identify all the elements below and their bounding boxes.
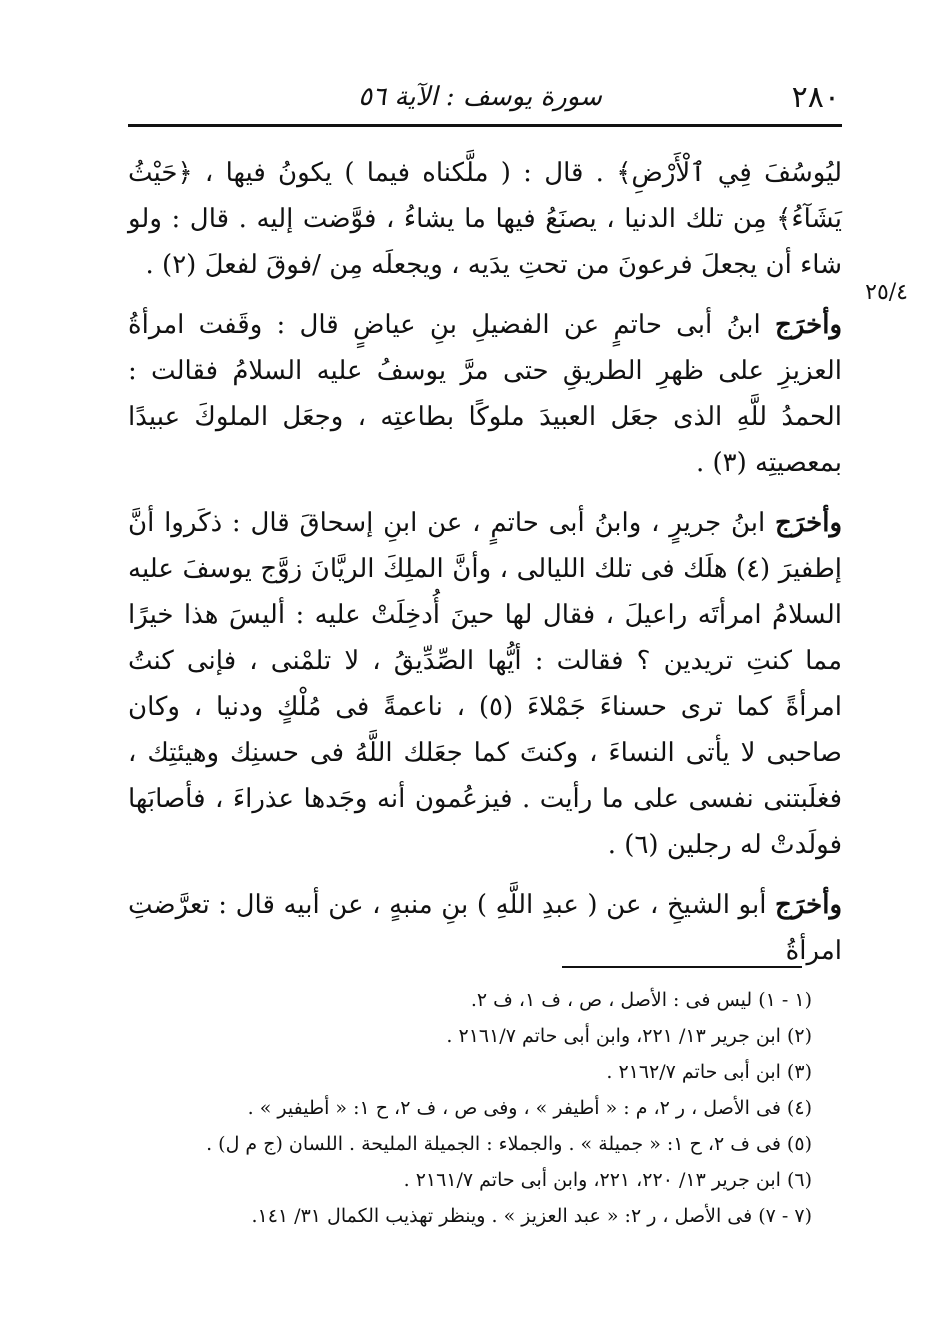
main-text [128,150,842,988]
running-head: سورة يوسف : الآية ٥٦ [358,82,602,112]
footnote-rule [562,966,802,968]
footnote-6: (٦) ابن جرير ١٣/ ٢٢٠، ٢٢١، وابن أبى حاتم ٢١٦١/٧ . [403,1169,812,1191]
paragraph-4-text: أبو الشيخِ ، عن ( عبدِ اللَّهِ ) بنِ منبهٍ ، عن أبيه قال : تعرَّضتِ امرأةُ [128,890,842,966]
footnote-1: (١ - ١) ليس فى : الأصل ، ص ، ف ١، ف ٢. [470,989,812,1011]
paragraph-1 [128,150,842,288]
page-number: ٢٨٠ [791,80,840,115]
paragraph-2 [128,302,842,486]
paragraph-2-text: ابنُ أبى حاتمٍ عن الفضيلِ بنِ عياضٍ قال : وقَفت امرأةُ العزيزِ على ظهرِ الطريقِ حتى مرَّ يوسفُ عليه السلامُ فقالت : الحمدُ للَّهِ الذى جعَل العبيدَ ملوكًا بطاعتِه ، وجعَل الملوكَ عبيدًا بمعصيتِه (٣) . [128,310,842,478]
footnote-5: (٥) فى ف ٢، ح ١: « جميلة » . والجملاء : الجميلة المليحة . اللسان (ج م ل) . [206,1133,812,1155]
margin-reference: ٢٥/٤ [865,280,908,305]
paragraph-3-text: ابنُ جريرٍ ، وابنُ أبى حاتمٍ ، عن ابنِ إسحاقَ قال : ذكَروا أنَّ إطفيرَ (٤) هلَك فى تلك الليالى ، وأنَّ الملِكَ الريَّانَ زوَّج يوسفَ عليه السلامُ امرأتَه راعيلَ ، فقال لها حينَ أُدخِلَتْ عليه : أليسَ هذا خيرًا مما كنتِ تريدين ؟ فقالت : أيُّها الصِّدِّيقُ ، لا تلمْنى ، فإنى كنتُ امرأةً كما ترى حسناءَ جَمْلاءَ (٥) ، ناعمةً فى مُلْكٍ ودنيا ، وكان صاحبى لا يأتى النساءَ ، وكنتَ كما جعَلك اللَّهُ فى حسنِك وهيئتِك ، فغلَبتنى نفسى على ما رأيت . فيزعُمون أنه وجَدها عذراءَ ، فأصابَها فولَدتْ له رجلين (٦) . [128,508,842,860]
paragraph-4 [128,882,842,974]
paragraph-2-lead: وأخرَج [775,310,842,340]
footnote-2: (٢) ابن جرير ١٣/ ٢٢١، وابن أبى حاتم ٢١٦١/٧ . [446,1025,812,1047]
footnote-7: (٧ - ٧) فى الأصل ، ر ٢: « عبد العزيز » . وينظر تهذيب الكمال ٣١/ ١٤١. [251,1205,812,1227]
footnotes [128,982,812,1234]
footnote-3: (٣) ابن أبى حاتم ٢١٦٢/٧ . [606,1061,812,1083]
paragraph-3 [128,500,842,868]
footnote-4: (٤) فى الأصل ، ر ٢، م : « أطيفر » ، وفى ص ، ف ٢، ح ١: « أطيفير » . [247,1097,812,1119]
paragraph-1-text: ليُوسُفَ فِي ٱلْأَرْضِ﴾ . قال : ( ملَّكناه فيما ) يكونُ فيها ، ﴿حَيْثُ يَشَآءُ﴾ مِن تلك الدنيا ، يصنَعُ فيها ما يشاءُ ، فوَّضت إليه . قال : ولو شاء أن يجعلَ فرعونَ من تحتِ يدَيه ، ويجعلَه مِن /فوقَ لفعلَ (٢) . [128,158,842,280]
paragraph-3-lead: وأخرَج [775,508,842,538]
header-rule [128,124,842,127]
paragraph-4-lead: وأخرَج [775,890,842,920]
